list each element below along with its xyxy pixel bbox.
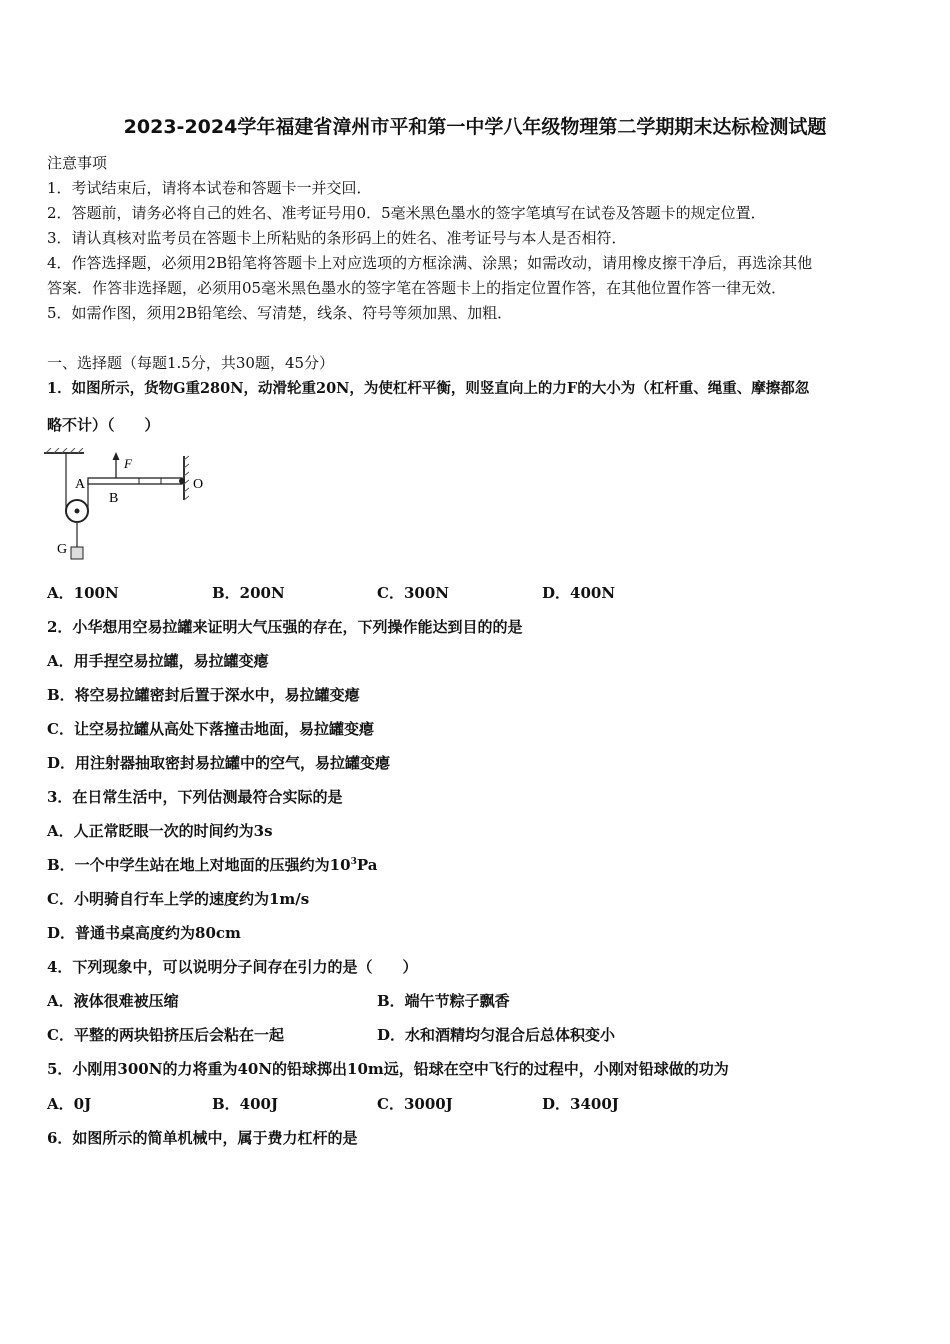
q2-option-c: C．让空易拉罐从高处下落撞击地面，易拉罐变瘪 [47,720,374,738]
label-B: B [109,491,119,506]
q3-option-d: D．普通书桌高度约为80cm [47,924,241,942]
question-1-stem: 1．如图所示，货物G重280N，动滑轮重20N，为使杠杆平衡，则竖直向上的力F的大小为（杠杆重、绳重、摩擦都忽 [47,380,810,397]
question-3-stem: 3．在日常生活中，下列估测最符合实际的是 [47,788,343,806]
q5-option-b: B．400J [212,1095,279,1113]
label-O: O [193,477,204,492]
q4-option-c: C．平整的两块铅挤压后会粘在一起 [47,1026,284,1044]
notice-item: 2．答题前，请务必将自己的姓名、准考证号用0．5毫米黑色墨水的签字笔填写在试卷及答题卡的规定位置． [47,204,766,222]
lever-pulley-diagram [44,448,214,568]
question-4-stem: 4．下列现象中，可以说明分子间存在引力的是（ ） [47,958,418,976]
q1-option-d: D．400N [542,584,616,602]
q5-option-c: C．3000J [377,1095,453,1113]
question-6-stem: 6．如图所示的简单机械中，属于费力杠杆的是 [47,1129,358,1147]
q1-option-b: B．200N [212,584,285,602]
question-2-stem: 2．小华想用空易拉罐来证明大气压强的存在，下列操作能达到目的的是 [47,618,523,636]
label-A: A [75,477,86,492]
q2-option-a: A．用手捏空易拉罐，易拉罐变瘪 [47,652,269,670]
question-1-stem-cont: 略不计）（ ） [47,416,160,434]
notice-item: 1．考试结束后，请将本试卷和答题卡一并交回． [47,179,372,197]
q4-option-b: B．端午节粽子飘香 [377,992,510,1010]
q1-option-c: C．300N [377,584,449,602]
notice-item: 答案．作答非选择题，必须用05毫米黑色墨水的签字笔在答题卡上的指定位置作答，在其他位置作答一律无效． [47,279,787,297]
label-G: G [57,542,68,557]
q4-option-d: D．水和酒精均匀混合后总体积变小 [377,1026,616,1044]
label-F: F [124,456,132,471]
notice-item: 5．如需作图，须用2B铅笔绘、写清楚，线条、符号等须加黑、加粗． [47,304,513,322]
q4-option-a: A．液体很难被压缩 [47,992,179,1010]
q2-option-b: B．将空易拉罐密封后置于深水中，易拉罐变瘪 [47,686,360,704]
q2-option-d: D．用注射器抽取密封易拉罐中的空气，易拉罐变瘪 [47,754,391,772]
q5-option-d: D．3400J [542,1095,619,1113]
section-heading: 一、选择题（每题1.5分，共30题，45分） [47,354,335,372]
q3-option-b: B．一个中学生站在地上对地面的压强约为$10^3Pa$ [47,856,378,874]
notice-item: 3．请认真核对监考员在答题卡上所粘贴的条形码上的姓名、准考证号与本人是否相符． [47,229,627,247]
notice-item: 4．作答选择题，必须用2B铅笔将答题卡上对应选项的方框涂满、涂黑；如需改动，请用橡皮擦干净后，再选涂其他 [47,254,813,272]
notice-heading: 注意事项 [47,154,108,172]
page-title: 2023-2024学年福建省漳州市平和第一中学八年级物理第二学期期末达标检测试题 [123,116,827,138]
question-5-stem: 5．小刚用300N的力将重为40N的铅球掷出10m远，铅球在空中飞行的过程中，小刚对铅球做的功为 [47,1060,729,1078]
q3-option-a: A．人正常眨眼一次的时间约为3s [47,822,273,840]
q1-option-a: A．100N [47,584,119,602]
q5-option-a: A．0J [47,1095,92,1113]
q3-option-c: C．小明骑自行车上学的速度约为1m/s [47,890,310,908]
